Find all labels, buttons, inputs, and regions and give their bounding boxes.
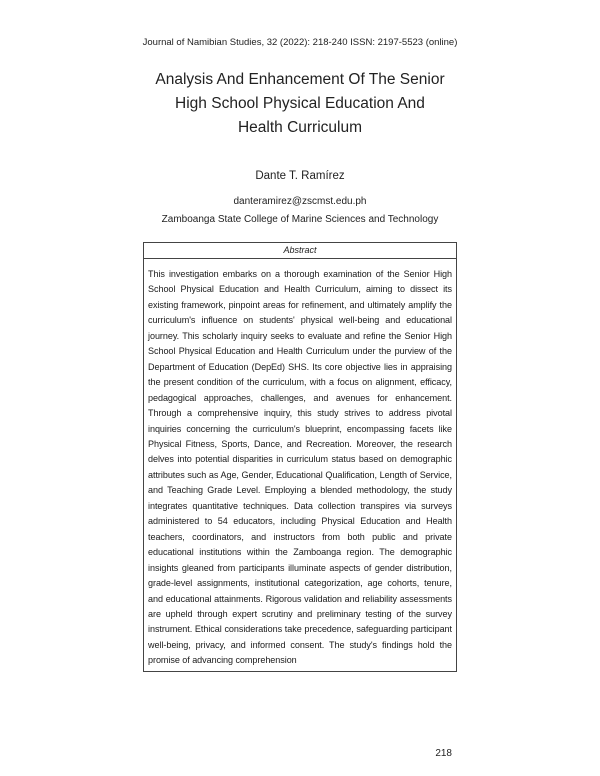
abstract-box: [143, 242, 457, 672]
abstract-text: This investigation embarks on a thorough examination of the Senior High School Physical Education and Health Curriculum, aiming to dissect its existing framework, pinpoint areas for refinement, and ultimately amplify the curriculum's influence on students' physical well-being and educational journey. This scholarly inquiry seeks to evaluate and refine the Senior High School Physical Education and Health Curriculum under the purview of the Department of Education (DepEd) SHS. Its core objective lies in appraising the present condition of the curriculum, with a focus on alignment, efficacy, pedagogical approaches, challenges, and avenues for enhancement. Through a comprehensive inquiry, this study strives to address pivotal inquiries concerning the curriculum's blueprint, encompassing facets like Physical Fitness, Sports, Dance, and Recreation. Moreover, the research delves into potential disparities in curriculum status based on demographic attributes such as Age, Gender, Educational Qualification, Length of Service, and Teaching Grade Level. Employing a blended methodology, the study integrates quantitative techniques. Data collection transpires via surveys administered to 54 educators, including Physical Education and Health teachers, coordinators, and instructors from both public and private educational institutions within the Zamboanga region. The demographic insights gleaned from participants illuminate aspects of gender distribution, grade-level assignments, institutional categorization, age cohorts, tenure, and educational attainments. Rigorous validation and reliability assessments are upheld through expert scrutiny and preliminary testing of the survey instrument. Ethical considerations take precedence, safeguarding participant well-being, privacy, and informed consent. The study's findings hold the promise of advancing comprehension: [148, 269, 452, 666]
title-line-2: High School Physical Education And: [175, 95, 425, 112]
author-name: Dante T. Ramírez: [255, 170, 345, 182]
title-line-3: Health Curriculum: [237, 119, 363, 136]
paper-title: [100, 68, 500, 140]
journal-header: Journal of Namibian Studies, 32 (2022): 218-240 ISSN: 2197-5523 (online): [142, 37, 458, 48]
author-email: danteramirez@zscmst.edu.ph: [233, 196, 367, 207]
author-affiliation: Zamboanga State College of Marine Sciences and Technology: [161, 214, 439, 225]
page-number: 218: [435, 748, 452, 759]
title-line-1: Analysis And Enhancement Of The Senior: [155, 71, 445, 88]
abstract-heading: Abstract: [144, 243, 456, 259]
